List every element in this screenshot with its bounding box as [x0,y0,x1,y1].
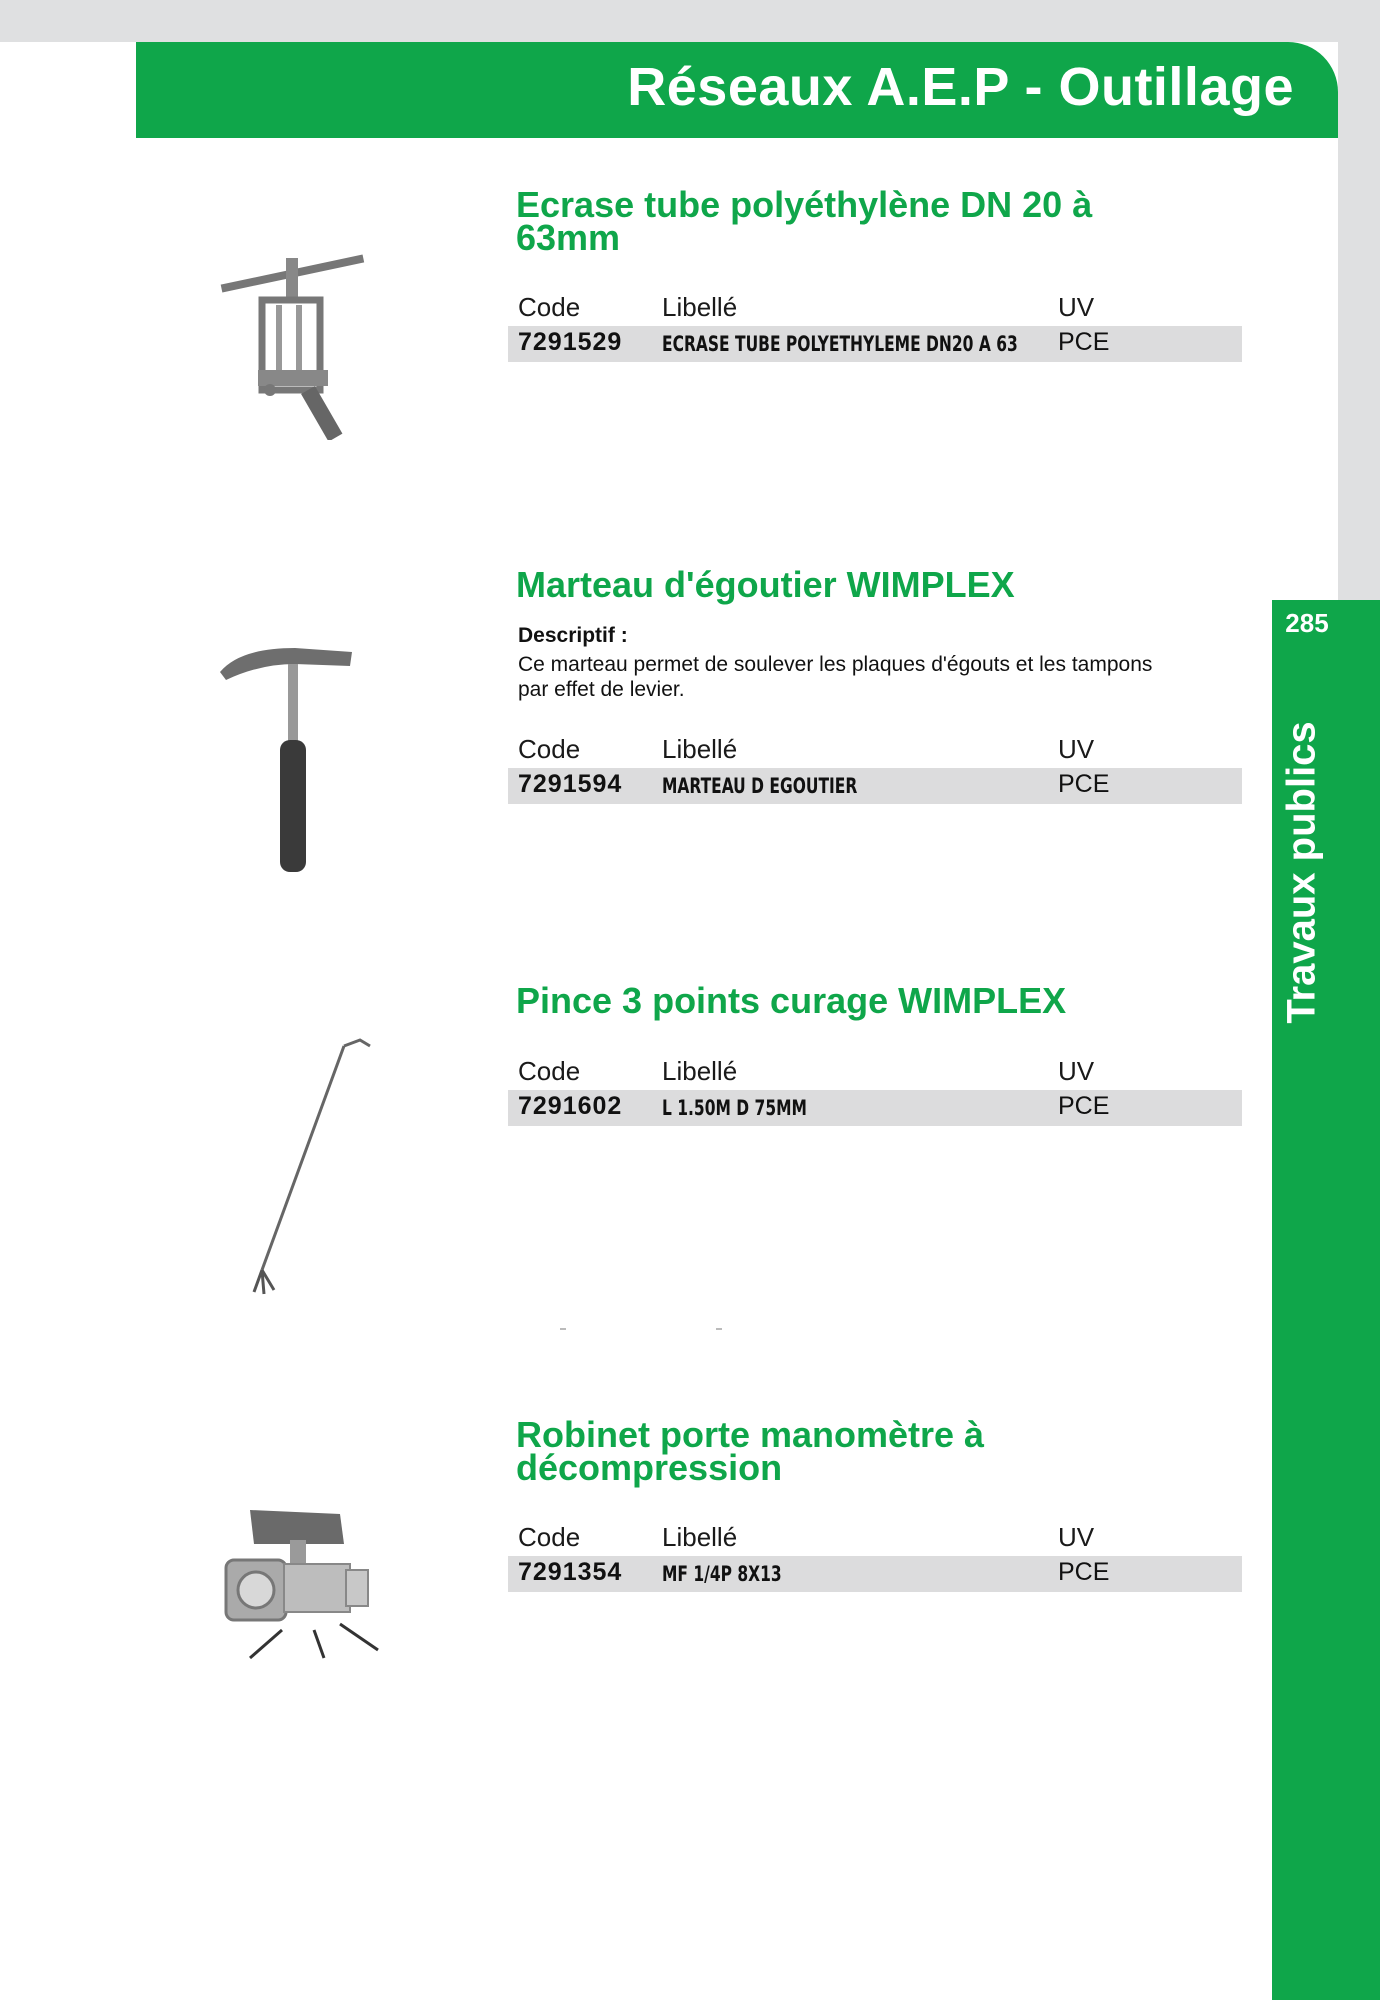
product-title: Robinet porte manomètre à décompression [516,1414,985,1488]
header-libelle: Libellé [662,1522,738,1552]
row-code: 7291529 [518,328,623,356]
row-uv: PCE [1058,1558,1110,1586]
header-code: Code [518,292,581,322]
description-text: Ce marteau permet de soulever les plaques d'égouts et les tampons par effet de levier. [518,653,1153,701]
sewer-hammer-icon [200,630,370,880]
header-libelle: Libellé [662,292,738,322]
scan-mark [560,1328,566,1330]
row-libelle: L 1.50M D 75MM [662,1096,807,1120]
header-uv: UV [1058,734,1095,764]
gauge-valve-icon [210,1500,410,1680]
page-number: 285 [1285,608,1329,638]
product-title: Ecrase tube polyéthylène DN 20 à 63mm [516,184,1093,258]
header-bar [136,42,1338,138]
header-code: Code [518,1056,581,1086]
row-uv: PCE [1058,328,1110,356]
header-libelle: Libellé [662,734,738,764]
row-libelle: ECRASE TUBE POLYETHYLEME DN20 A 63 [662,332,1018,356]
row-libelle: MF 1/4P 8X13 [662,1562,782,1586]
product-table [508,1520,1242,1592]
page-title: Réseaux A.E.P - Outillage [627,57,1294,117]
table-row [508,768,1242,804]
header-uv: UV [1058,292,1095,322]
header-code: Code [518,734,581,764]
table-header-row [508,1054,1242,1090]
row-code: 7291594 [518,770,623,798]
three-point-grabber-icon [240,1030,390,1300]
top-margin-strip [0,0,1380,42]
description-label: Descriptif : [518,624,628,647]
product-table [508,1054,1242,1126]
table-row [508,326,1242,362]
header-uv: UV [1058,1056,1095,1086]
row-uv: PCE [1058,770,1110,798]
table-header-row [508,732,1242,768]
header-code: Code [518,1522,581,1552]
header-uv: UV [1058,1522,1095,1552]
table-row [508,1090,1242,1126]
product-table [508,290,1242,362]
table-header-row [508,290,1242,326]
table-header-row [508,1520,1242,1556]
section-side-tab [1272,600,1380,2000]
product-table [508,732,1242,804]
product-title: Pince 3 points curage WIMPLEX [516,980,1067,1021]
row-code: 7291354 [518,1558,623,1586]
section-label: Travaux publics [1279,721,1324,1024]
scan-mark [716,1328,722,1330]
pipe-squeezer-icon [210,240,380,440]
header-libelle: Libellé [662,1056,738,1086]
product-title: Marteau d'égoutier WIMPLEX [516,564,1015,605]
row-uv: PCE [1058,1092,1110,1120]
row-libelle: MARTEAU D EGOUTIER [662,774,858,798]
row-code: 7291602 [518,1092,623,1120]
table-row [508,1556,1242,1592]
